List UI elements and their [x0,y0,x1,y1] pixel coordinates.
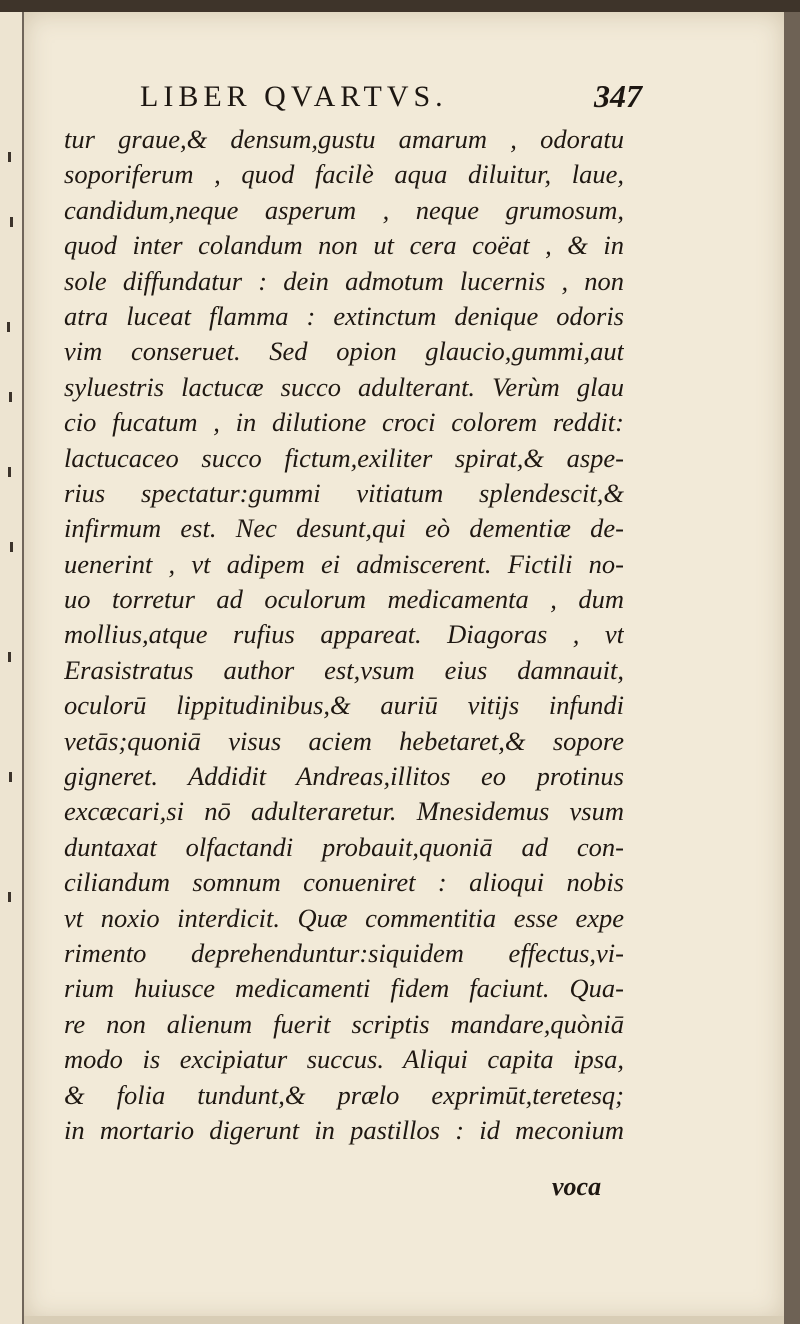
text-line: ciliandum somnum conueniret : alioqui nobis [64,867,624,898]
page-bottom-edge [24,1316,784,1324]
text-line: mollius,atque rufius appareat. Diagoras , vt [64,619,624,650]
text-line: cio fucatum , in dilutione croci colorem reddit: [64,407,624,438]
text-line: infirmum est. Nec desunt,qui eò dementiæ de- [64,513,624,544]
running-title: LIBER QVARTVS. [140,80,448,113]
text-line: lactucaceo succo fictum,exiliter spirat,& aspe- [64,442,624,473]
facing-page-mark [7,322,10,332]
facing-page-mark [10,542,13,552]
text-line: modo is excipiatur succus. Aliqui capita ipsa, [64,1044,624,1075]
text-line: duntaxat olfactandi probauit,quoniā ad con- [64,831,624,862]
facing-page-mark [9,772,12,782]
facing-page-mark [9,392,12,402]
text-line: quod inter colandum non ut cera coëat , & in [64,230,624,261]
text-line: rimento deprehenduntur:siquidem effectus,vi- [64,937,624,968]
catchword: voca [552,1172,602,1201]
facing-page-mark [8,152,11,162]
text-line: vim conseruet. Sed opion glaucio,gummi,aut [64,336,624,367]
facing-page-edge [0,12,24,1324]
text-line: vt noxio interdicit. Quæ commentitia esse expe [64,902,624,933]
page-number: 347 [594,78,642,114]
text-line: candidum,neque asperum , neque grumosum, [64,194,624,225]
text-line: tur graue,& densum,gustu amarum , odoratu [64,124,624,154]
text-line: syluestris lactucæ succo adulterant. Verùm glau [64,371,624,402]
text-line: uo torretur ad oculorum medicamenta , dum [64,584,624,615]
text-line: rius spectatur:gummi vitiatum splendescit,& [64,477,624,508]
text-line: excæcari,si nō adulteraretur. Mnesidemus vsum [64,796,624,827]
facing-page-mark [10,217,13,227]
text-line: & folia tundunt,& prælo exprimūt,teretesq; [64,1079,624,1110]
facing-page-mark [8,467,11,477]
facing-page-mark [8,892,11,902]
text-line: atra luceat flamma : extinctum denique odoris [64,300,624,331]
text-line: soporiferum , quod facilè aqua diluitur, laue, [64,159,624,190]
text-line: vetās;quoniā visus aciem hebetaret,& sopore [64,725,624,756]
text-line: re non alienum fuerit scriptis mandare,quòniā [64,1008,624,1039]
text-line: Erasistratus author est,vsum eius damnauit, [64,654,624,685]
book-top-edge [0,0,800,12]
facing-page-mark [8,652,11,662]
text-line: gigneret. Addidit Andreas,illitos eo protinus [64,761,624,792]
text-line: uenerint , vt adipem ei admiscerent. Fictili no- [64,548,624,579]
body-text [64,122,624,1148]
book-right-edge [784,12,800,1324]
text-line: oculorū lippitudinibus,& auriū vitijs infundi [64,690,624,721]
text-line: sole diffundatur : dein admotum lucernis , non [64,265,624,296]
text-line: rium huiusce medicamenti fidem faciunt. Qua- [64,973,624,1004]
text-line: in mortario digerunt in pastillos : id meconium [64,1114,624,1145]
